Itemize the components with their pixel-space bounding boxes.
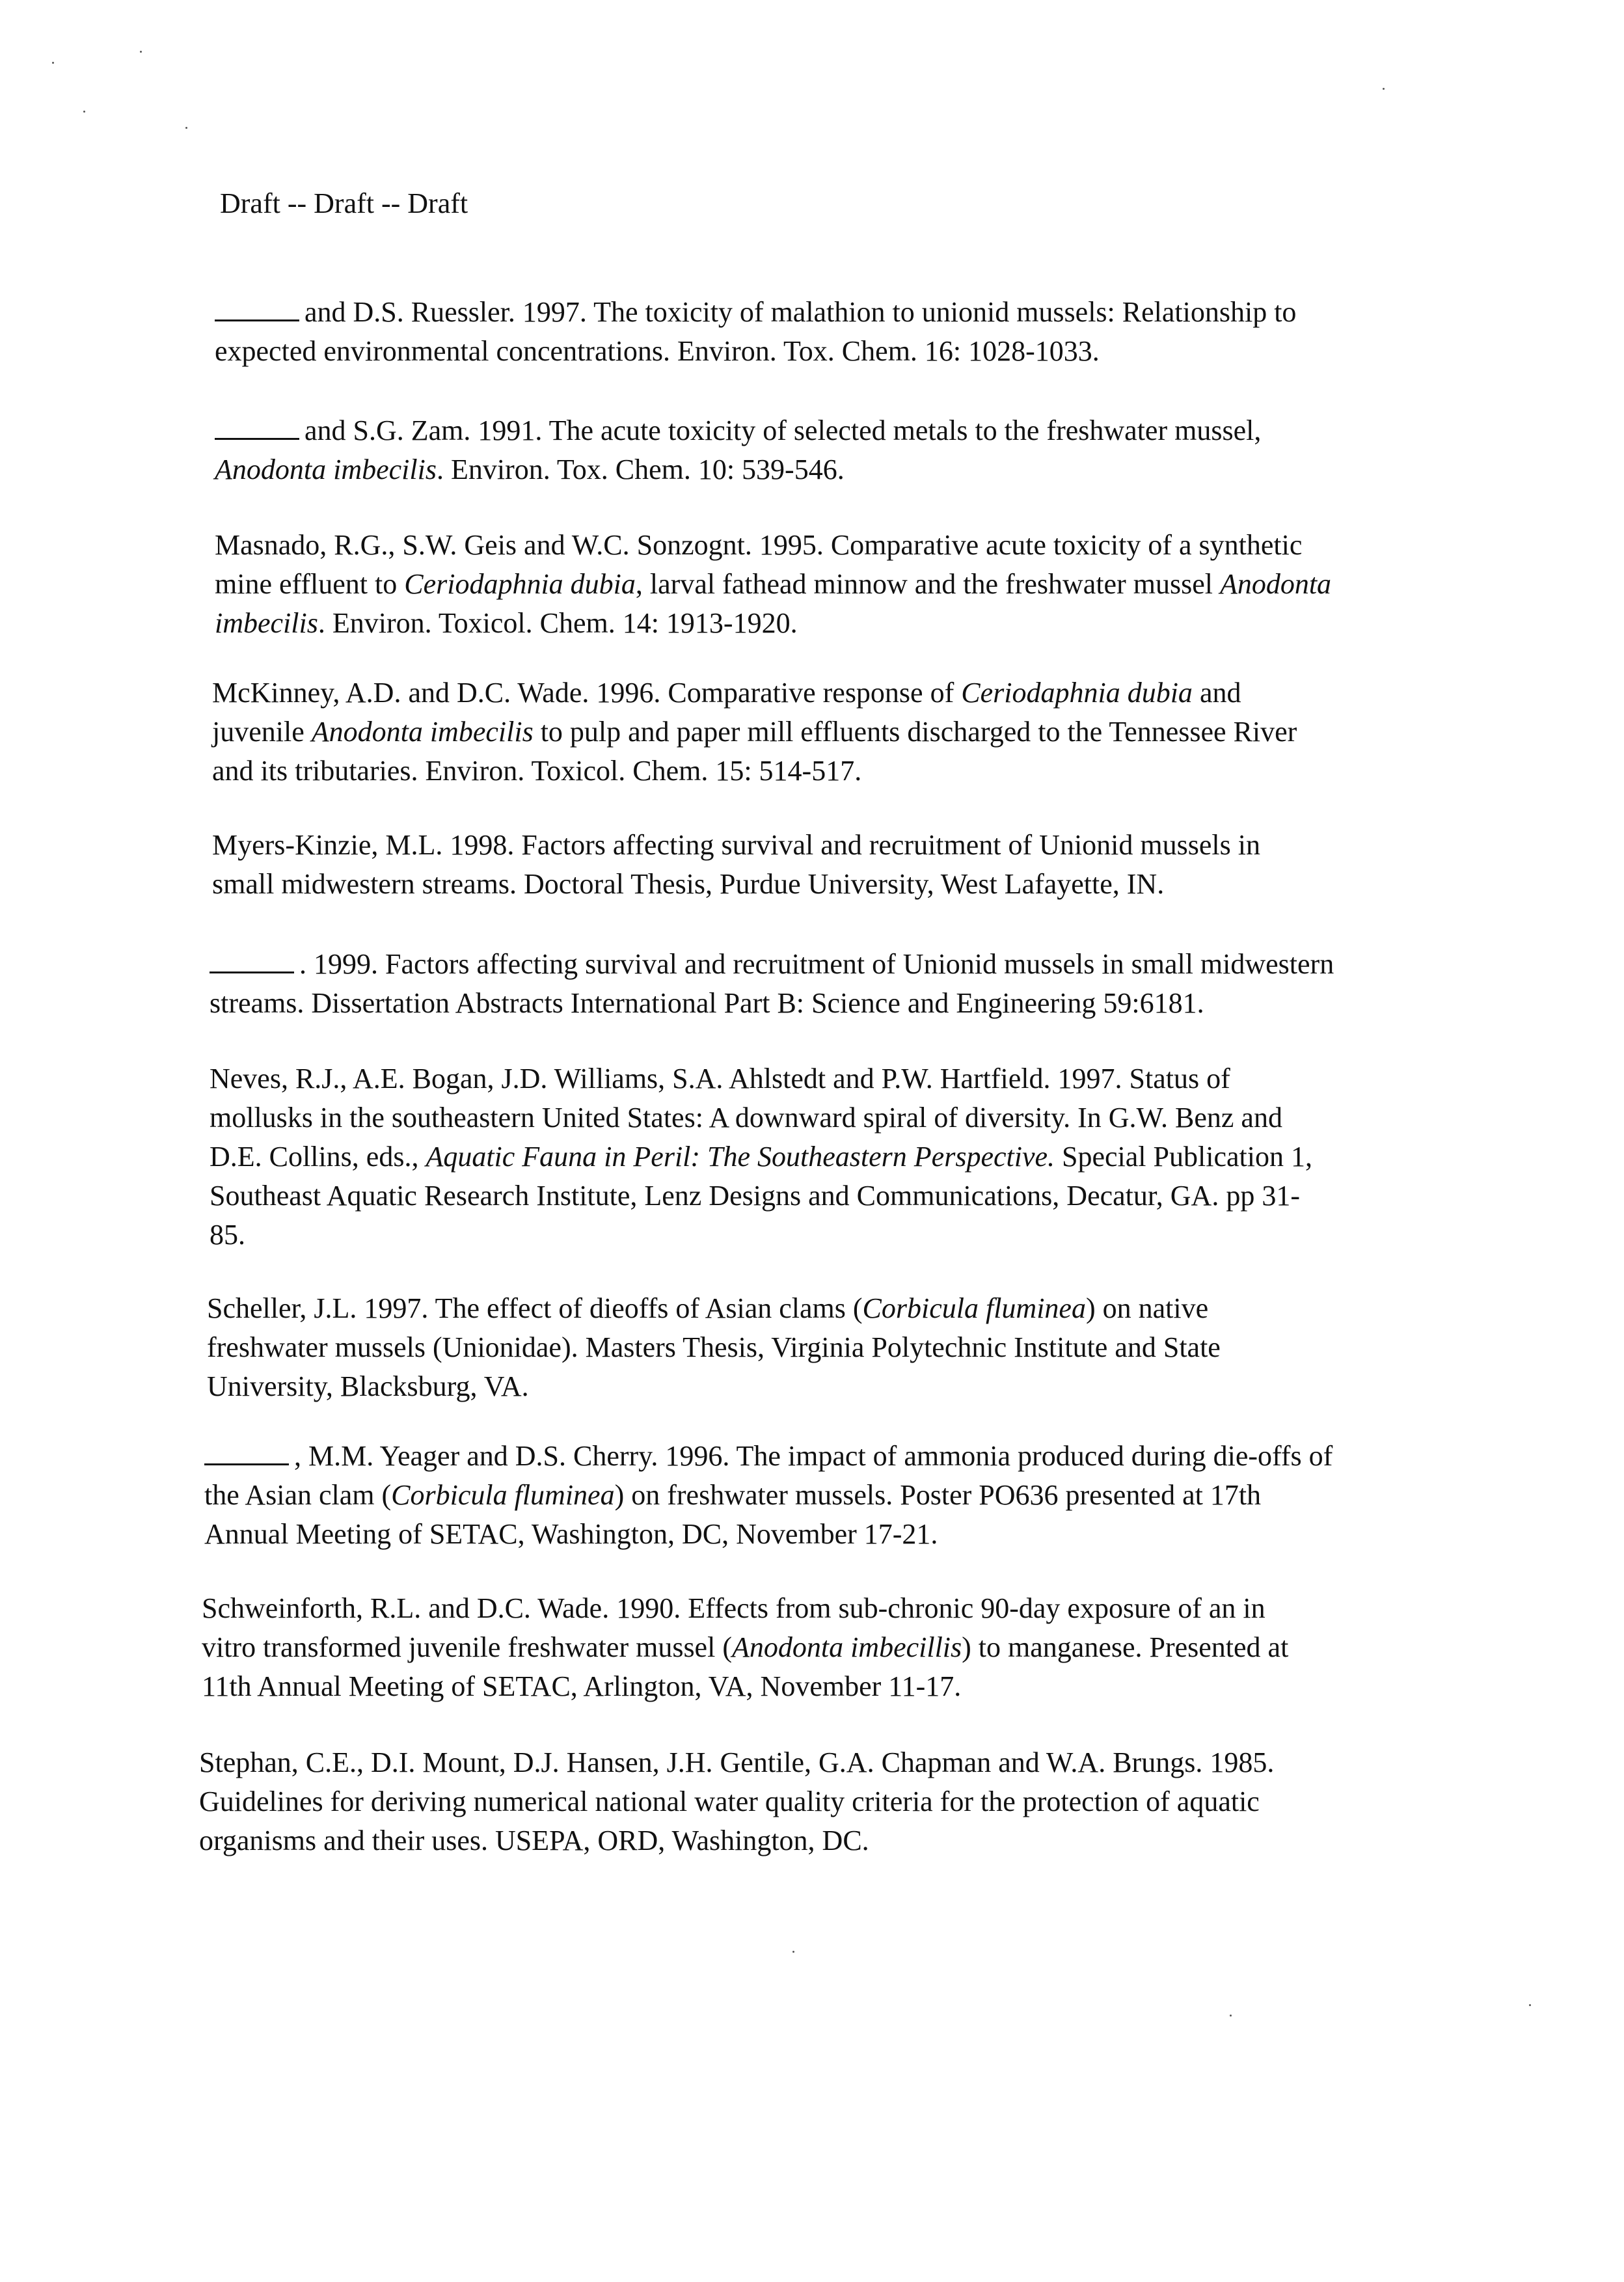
- reference-text: , M.M. Yeager and D.S. Cherry. 1996. The impact of ammonia produced during die-offs of: [294, 1440, 1333, 1472]
- reference-text: small midwestern streams. Doctoral Thesis, Purdue University, West Lafayette, IN.: [212, 868, 1165, 900]
- reference-line: [204, 1515, 1506, 1554]
- reference-text: Scheller, J.L. 1997. The effect of dieoffs of Asian clams (: [207, 1292, 863, 1324]
- italic-title-text: Anodonta imbecilis: [311, 716, 534, 748]
- author-repeat-blank: [215, 295, 299, 321]
- reference-text: Schweinforth, R.L. and D.C. Wade. 1990. Effects from sub-chronic 90-day exposure of an in: [202, 1592, 1265, 1624]
- scan-speck: [1230, 2015, 1232, 2017]
- reference-text: vitro transformed juvenile freshwater mussel (: [202, 1631, 732, 1663]
- reference-text: and D.S. Ruessler. 1997. The toxicity of malathion to unionid mussels: Relationship to: [304, 296, 1297, 328]
- reference-text: 11th Annual Meeting of SETAC, Arlington, VA, November 11-17.: [202, 1670, 962, 1702]
- reference-text: and its tributaries. Environ. Toxicol. Chem. 15: 514-517.: [212, 755, 862, 787]
- reference-text: 85.: [210, 1219, 245, 1251]
- author-repeat-blank: [204, 1439, 289, 1465]
- reference-entry: [204, 1437, 1506, 1554]
- reference-line: [202, 1589, 1503, 1628]
- reference-entry: [215, 526, 1516, 643]
- reference-line: [207, 1367, 1508, 1406]
- reference-line: [212, 826, 1513, 865]
- reference-line: [210, 1059, 1511, 1098]
- reference-entry: [212, 673, 1513, 791]
- reference-line: [215, 332, 1516, 371]
- reference-text: mine effluent to: [215, 568, 405, 600]
- reference-entry: [210, 945, 1511, 1023]
- reference-text: Masnado, R.G., S.W. Geis and W.C. Sonzognt. 1995. Comparative acute toxicity of a synthetic: [215, 529, 1303, 561]
- scan-speck: [52, 62, 54, 64]
- reference-line: [215, 411, 1516, 450]
- reference-text: , larval fathead minnow and the freshwater mussel: [635, 568, 1220, 600]
- author-repeat-blank: [210, 947, 294, 973]
- italic-title-text: Anodonta imbecilis: [215, 454, 437, 485]
- italic-title-text: Ceriodaphnia dubia: [961, 677, 1193, 709]
- scan-speck: [792, 1951, 794, 1953]
- reference-text: . 1999. Factors affecting survival and recruitment of Unionid mussels in small midwestern: [299, 948, 1334, 980]
- scan-speck: [185, 127, 187, 129]
- italic-title-text: Aquatic Fauna in Peril: The Southeastern Perspective.: [426, 1141, 1055, 1173]
- reference-line: [202, 1667, 1503, 1706]
- reference-text: freshwater mussels (Unionidae). Masters Thesis, Virginia Polytechnic Institute and State: [207, 1331, 1221, 1363]
- italic-title-text: Corbicula fluminea: [391, 1479, 615, 1511]
- reference-text: McKinney, A.D. and D.C. Wade. 1996. Comparative response of: [212, 677, 962, 709]
- reference-text: mollusks in the southeastern United States: A downward spiral of diversity. In G.W. Benz and: [210, 1102, 1282, 1134]
- italic-title-text: Anodonta imbecillis: [731, 1631, 962, 1663]
- reference-line: [204, 1476, 1506, 1515]
- reference-text: and S.G. Zam. 1991. The acute toxicity of selected metals to the freshwater mussel,: [304, 414, 1262, 446]
- reference-entry: [199, 1743, 1500, 1860]
- reference-text: and: [1192, 677, 1241, 709]
- reference-line: [210, 945, 1511, 984]
- scan-speck: [140, 51, 142, 53]
- reference-text: Neves, R.J., A.E. Bogan, J.D. Williams, S.A. Ahlstedt and P.W. Hartfield. 1997. Status of: [210, 1063, 1230, 1094]
- reference-text: ) to manganese. Presented at: [962, 1631, 1289, 1663]
- reference-entry: [212, 826, 1513, 904]
- reference-line: [215, 526, 1516, 565]
- reference-text: Annual Meeting of SETAC, Washington, DC, November 17-21.: [204, 1518, 938, 1550]
- reference-text: Special Publication 1,: [1055, 1141, 1312, 1173]
- reference-line: [204, 1437, 1506, 1476]
- reference-text: the Asian clam (: [204, 1479, 392, 1511]
- reference-line: [212, 673, 1513, 713]
- reference-line: [212, 713, 1513, 752]
- reference-entry: [207, 1289, 1508, 1406]
- reference-text: Stephan, C.E., D.I. Mount, D.J. Hansen, J.H. Gentile, G.A. Chapman and W.A. Brungs. 1985.: [199, 1746, 1275, 1778]
- reference-line: [215, 293, 1516, 332]
- reference-text: D.E. Collins, eds.,: [210, 1141, 426, 1173]
- italic-title-text: Anodonta: [1219, 568, 1332, 600]
- reference-text: Guidelines for deriving numerical national water quality criteria for the protection of aquatic: [199, 1786, 1260, 1817]
- reference-text: Myers-Kinzie, M.L. 1998. Factors affecting survival and recruitment of Unionid mussels in: [212, 829, 1260, 861]
- reference-line: [215, 565, 1516, 604]
- reference-entry: [215, 411, 1516, 489]
- italic-title-text: Corbicula fluminea: [862, 1292, 1086, 1324]
- reference-line: [212, 752, 1513, 791]
- italic-title-text: imbecilis: [215, 607, 318, 639]
- reference-text: ) on freshwater mussels. Poster PO636 presented at 17th: [614, 1479, 1262, 1511]
- reference-text: ) on native: [1085, 1292, 1209, 1324]
- reference-line: [199, 1782, 1500, 1821]
- reference-entry: [210, 1059, 1511, 1255]
- reference-text: . Environ. Toxicol. Chem. 14: 1913-1920.: [318, 607, 798, 639]
- reference-line: [212, 865, 1513, 904]
- reference-line: [210, 1176, 1511, 1216]
- reference-text: University, Blacksburg, VA.: [207, 1370, 529, 1402]
- scan-speck: [1383, 88, 1385, 90]
- reference-line: [199, 1743, 1500, 1782]
- italic-title-text: Ceriodaphnia dubia: [404, 568, 636, 600]
- author-repeat-blank: [215, 413, 299, 440]
- reference-text: Southeast Aquatic Research Institute, Lenz Designs and Communications, Decatur, GA. pp 31-: [210, 1180, 1300, 1212]
- draft-header: Draft -- Draft -- Draft: [220, 187, 468, 219]
- reference-text: . Environ. Tox. Chem. 10: 539-546.: [436, 454, 845, 485]
- reference-line: [210, 984, 1511, 1023]
- reference-text: streams. Dissertation Abstracts International Part B: Science and Engineering 59:6181.: [210, 987, 1204, 1019]
- scan-speck: [1529, 2004, 1531, 2006]
- reference-line: [199, 1821, 1500, 1860]
- reference-line: [202, 1628, 1503, 1667]
- reference-line: [210, 1098, 1511, 1137]
- scan-speck: [83, 111, 85, 113]
- reference-line: [207, 1289, 1508, 1328]
- reference-line: [207, 1328, 1508, 1367]
- reference-text: to pulp and paper mill effluents discharged to the Tennessee River: [533, 716, 1297, 748]
- reference-line: [210, 1216, 1511, 1255]
- reference-line: [215, 450, 1516, 489]
- reference-text: expected environmental concentrations. Environ. Tox. Chem. 16: 1028-1033.: [215, 335, 1100, 367]
- reference-text: organisms and their uses. USEPA, ORD, Washington, DC.: [199, 1825, 869, 1856]
- reference-text: juvenile: [212, 716, 312, 748]
- reference-line: [210, 1137, 1511, 1176]
- reference-entry: [202, 1589, 1503, 1706]
- reference-entry: [215, 293, 1516, 371]
- reference-line: [215, 604, 1516, 643]
